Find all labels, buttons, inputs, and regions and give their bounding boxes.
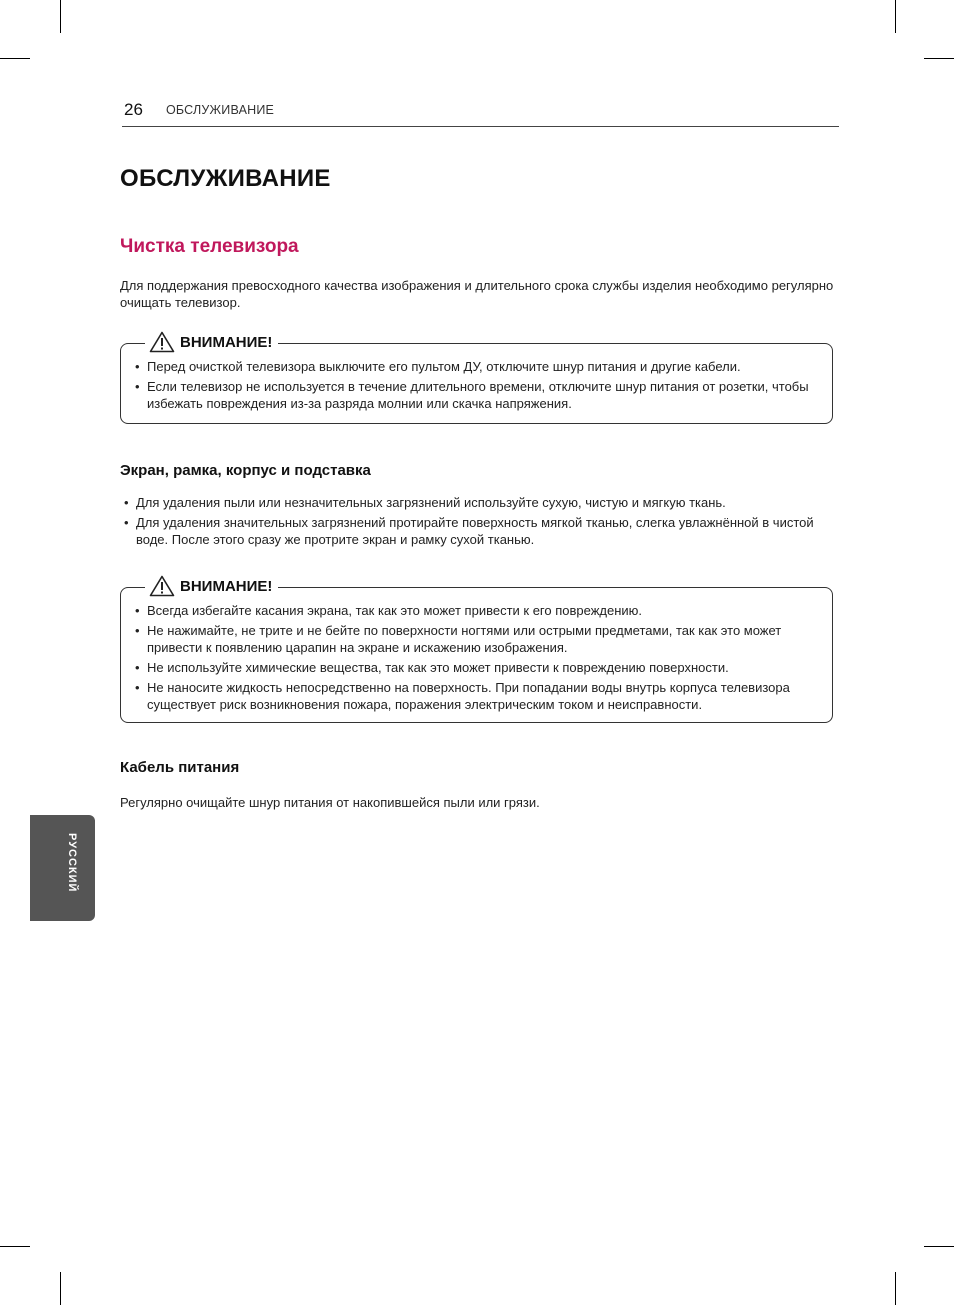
list-item: • Для удаления пыли или незначительных загрязнений используйте сухую, чистую и мягкую ткань.	[124, 494, 824, 511]
crop-mark	[0, 58, 30, 59]
warning-triangle-icon	[149, 331, 175, 353]
subsection-title-screen: Экран, рамка, корпус и подставка	[120, 462, 371, 479]
caution-list	[135, 358, 825, 412]
crop-mark	[60, 0, 61, 33]
warning-triangle-icon	[149, 575, 175, 597]
list-item: • Перед очисткой телевизора выключите его пультом ДУ, отключите шнур питания и другие кабели.	[135, 358, 825, 375]
language-tab	[30, 815, 95, 921]
list-item: • Не нажимайте, не трите и не бейте по поверхности ногтями или острыми предметами, так как это может привести к появлению царапин на экране и искажению изображения.	[135, 622, 825, 656]
crop-mark	[924, 58, 954, 59]
section-title: Чистка телевизора	[120, 236, 299, 257]
chapter-title: ОБСЛУЖИВАНИЕ	[120, 165, 331, 192]
screen-care-list	[124, 494, 824, 548]
caution-text: ВНИМАНИЕ!	[180, 577, 273, 595]
caution-label	[145, 330, 278, 354]
subsection-title-cable: Кабель питания	[120, 759, 240, 776]
caution-label	[145, 574, 278, 598]
caution-text: ВНИМАНИЕ!	[180, 333, 273, 351]
cable-text: Регулярно очищайте шнур питания от накопившейся пыли или грязи.	[120, 795, 540, 810]
section-intro: Для поддержания превосходного качества изображения и длительного срока службы изделия необходимо регулярно очищать телевизор.	[120, 278, 834, 310]
running-header	[122, 98, 839, 127]
language-label: РУССКИЙ	[66, 833, 78, 893]
page-number: 26	[124, 100, 143, 119]
list-item: • Если телевизор не используется в течение длительного времени, отключите шнур питания от розетки, чтобы избежать повреждения из-за разряда молнии или скачка напряжения.	[135, 378, 825, 412]
crop-mark	[924, 1246, 954, 1247]
list-item: • Не используйте химические вещества, так как это может привести к повреждению поверхности.	[135, 659, 825, 676]
crop-mark	[895, 0, 896, 33]
crop-mark	[60, 1272, 61, 1305]
list-item: • Для удаления значительных загрязнений протирайте поверхность мягкой тканью, слегка увлажнённой в чистой воде. После этого сразу же протрите экран и рамку сухой тканью.	[124, 514, 824, 548]
caution-box-power	[120, 333, 833, 424]
crop-mark	[895, 1272, 896, 1305]
running-title: ОБСЛУЖИВАНИЕ	[166, 103, 275, 117]
caution-list	[135, 602, 825, 713]
caution-box-screen	[120, 577, 833, 723]
list-item: • Не наносите жидкость непосредственно на поверхность. При попадании воды внутрь корпуса телевизора существует риск возникновения пожара, поражения электрическим током и неисправности.	[135, 679, 825, 713]
crop-mark	[0, 1246, 30, 1247]
list-item: • Всегда избегайте касания экрана, так как это может привести к его повреждению.	[135, 602, 825, 619]
